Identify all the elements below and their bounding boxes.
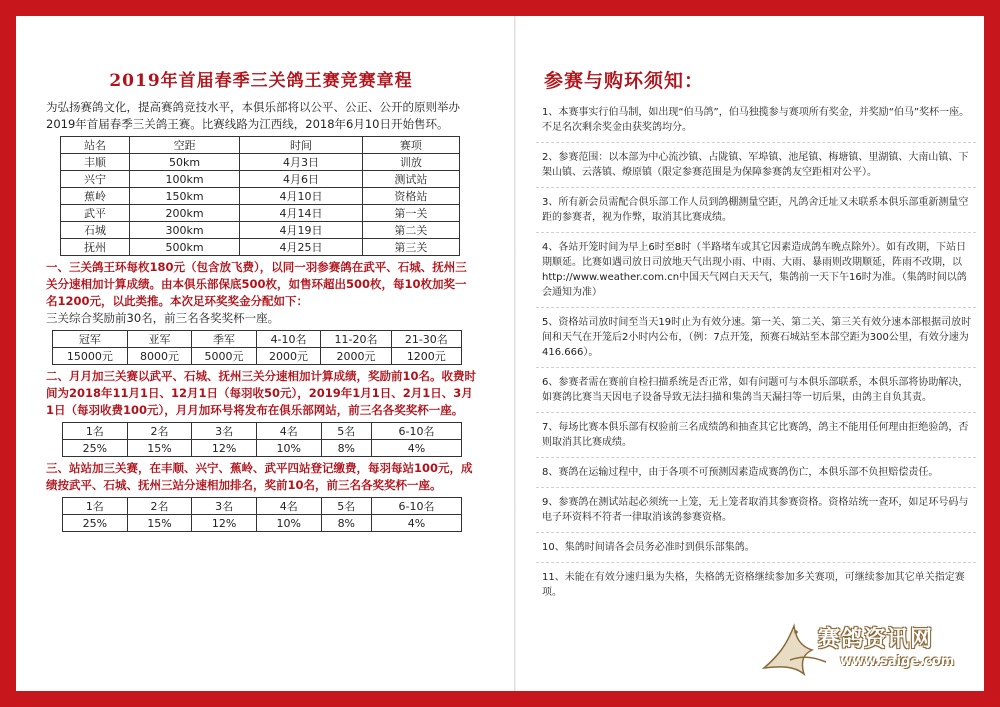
prize-value: 4% [372, 440, 462, 457]
section-one: 一、三关鸽王环每枚180元（包含放飞费），以同一羽参赛鸽在武平、石城、抚州三关分速相加计算成绩。由本俱乐部保底500枚，如售环超出500枚，每10枚加奖一名1200元，以此类推。本次足环奖奖金分配如下： [46, 260, 467, 308]
notice-page [536, 60, 976, 600]
prize-table-monthly [62, 422, 462, 457]
notice-item: 3、所有新会员需配合俱乐部工作人员到鸽棚测量空距，凡鸽舍迁址又未联系本俱乐部重新测量空距的参赛者，视为作弊，取消其比赛成绩。 [542, 197, 969, 223]
prize-value: 1200元 [391, 348, 461, 365]
schedule-header: 站名 [61, 137, 130, 154]
prize-value: 15000元 [53, 348, 128, 365]
schedule-cell: 50km [130, 154, 240, 171]
divider [536, 412, 976, 413]
prize-header: 11-20名 [321, 331, 391, 348]
rules-title: 2019年首届春季三关鸽王赛竞赛章程 [109, 71, 413, 91]
notice-item: 1、本赛事实行伯马制，如出现“伯马鸽”，伯马独揽参与赛项所有奖金，并奖励“伯马”奖杯一座。不足名次剩余奖金由获奖鸽均分。 [542, 107, 970, 133]
prize-header: 6-10名 [372, 498, 462, 515]
schedule-header: 赛项 [362, 137, 459, 154]
divider [536, 487, 976, 488]
prize-value: 8% [321, 440, 371, 457]
notice-item: 10、集鸽时间请各会员务必准时到俱乐部集鸽。 [542, 542, 755, 553]
watermark-url: www.saige.com [840, 654, 955, 669]
divider [536, 532, 976, 533]
schedule-cell: 武平 [61, 205, 130, 222]
table-row [61, 171, 460, 188]
schedule-cell: 第一关 [362, 205, 459, 222]
notice-item: 6、参赛者需在赛前自检扫描系统是否正常，如有问题可与本俱乐部联系，本俱乐部将协助解决，如赛鸽比赛当天因电子设备导致无法扫描和集鸽当天漏扫等一切后果，由鸽主自负其责。 [542, 377, 969, 403]
notice-item: 8、赛鸽在运输过程中，由于各项不可预测因素造成赛鸽伤亡，本俱乐部不负担赔偿责任。 [542, 467, 939, 478]
schedule-cell: 500km [130, 239, 240, 256]
prize-value: 5000元 [192, 348, 257, 365]
prize-value: 15% [127, 515, 192, 532]
site-watermark [760, 616, 970, 682]
table-row [63, 515, 462, 532]
prize-value: 8000元 [127, 348, 192, 365]
prize-header: 2名 [127, 423, 192, 440]
divider [536, 562, 976, 563]
divider [536, 187, 976, 188]
schedule-cell: 第三关 [362, 239, 459, 256]
prize-header: 4名 [256, 423, 321, 440]
prize-header: 亚军 [127, 331, 192, 348]
prize-header: 21-30名 [391, 331, 461, 348]
prize-value: 12% [192, 515, 257, 532]
brochure-sheet [16, 16, 984, 691]
table-row [63, 440, 462, 457]
prize-value: 25% [63, 515, 128, 532]
section-one-note: 三关综合奖励前30名，前三名各奖奖杯一座。 [46, 311, 280, 325]
section-two: 二、月月加三关赛以武平、石城、抚州三关分速相加计算成绩，奖励前10名。收费时间为2018年11月1日、12月1日（每羽收50元），2019年1月1日、2月1日、3月1日（每羽收费100元），月月加环号将发布在俱乐部网站，前三名各奖奖杯一座。 [46, 369, 476, 417]
schedule-cell: 测试站 [362, 171, 459, 188]
prize-table-main [52, 330, 462, 365]
schedule-cell: 蕉岭 [61, 188, 130, 205]
notice-item: 7、每场比赛本俱乐部有权验前三名成绩鸽和抽查其它比赛鸽，鸽主不能用任何理由拒绝验鸽，否则取消其比赛成绩。 [542, 422, 969, 448]
schedule-cell: 训放 [362, 154, 459, 171]
rules-page [46, 60, 476, 535]
table-row [61, 154, 460, 171]
prize-header: 2名 [127, 498, 192, 515]
schedule-cell: 石城 [61, 222, 130, 239]
notice-item: 9、参赛鸽在测试站起必须统一上笼，无上笼者取消其参赛资格。资格站统一查环，如足环号码与电子环资料不符者一律取消该鸽参赛资格。 [542, 497, 969, 523]
table-row [53, 348, 462, 365]
notice-item: 4、各站开笼时间为早上6时至8时（半路堵车或其它因素造成鸽车晚点除外）。如有改期，下站日期顺延。比赛如遇司放日司放地天气出现小雨、中雨、大雨、暴雨则改期顺延，阵雨不改期，以http://www.weather.com.cn中国天气网白天天气，集鸽前一天下午16时为准。（集鸽时间以鸽会通知为准） [542, 242, 967, 298]
section-three: 三、站站加三关赛，在丰顺、兴宁、蕉岭、武平四站登记缴费，每羽每站100元，成绩按武平、石城、抚州三站分速相加排名，奖前10名，前三名各奖奖杯一座。 [46, 461, 473, 492]
table-row [53, 331, 462, 348]
prize-value: 4% [372, 515, 462, 532]
prize-header: 5名 [321, 498, 371, 515]
prize-value: 25% [63, 440, 128, 457]
schedule-cell: 4月19日 [240, 222, 363, 239]
prize-header: 5名 [321, 423, 371, 440]
schedule-cell: 200km [130, 205, 240, 222]
rules-intro: 为弘扬赛鸽文化，提高赛鸽竞技水平，本俱乐部将以公平、公正、公开的原则举办2019年首届春季三关鸽王赛。比赛线路为江西线，2018年6月10日开始售环。 [46, 100, 460, 131]
prize-value: 12% [192, 440, 257, 457]
divider [536, 232, 976, 233]
schedule-cell: 300km [130, 222, 240, 239]
schedule-cell: 4月25日 [240, 239, 363, 256]
schedule-header: 空距 [130, 137, 240, 154]
schedule-cell: 资格站 [362, 188, 459, 205]
prize-value: 15% [127, 440, 192, 457]
prize-value: 2000元 [256, 348, 321, 365]
divider [536, 457, 976, 458]
prize-header: 3名 [192, 498, 257, 515]
prize-header: 4-10名 [256, 331, 321, 348]
schedule-cell: 4月6日 [240, 171, 363, 188]
schedule-table [60, 136, 460, 256]
schedule-cell: 4月3日 [240, 154, 363, 171]
prize-value: 10% [256, 515, 321, 532]
schedule-cell: 4月14日 [240, 205, 363, 222]
divider [536, 367, 976, 368]
notice-item: 11、未能在有效分速归巢为失格，失格鸽无资格继续参加多关赛项，可继续参加其它单关指定赛项。 [542, 572, 965, 598]
divider [536, 142, 976, 143]
table-row [61, 205, 460, 222]
prize-value: 8% [321, 515, 371, 532]
prize-header: 1名 [63, 423, 128, 440]
table-row [63, 423, 462, 440]
watermark-brand: 赛鸽资讯网 [818, 627, 934, 652]
notice-item: 5、资格站司放时间至当天19时止为有效分速。第一关、第二关、第三关有效分速本部根据司放时间和天气在开笼后2小时内公布，（例：7点开笼，预赛石城站至本部空距为300公里，有效分速为416.666）。 [542, 317, 972, 358]
schedule-header-row [61, 137, 460, 154]
prize-header: 4名 [256, 498, 321, 515]
schedule-cell: 第二关 [362, 222, 459, 239]
prize-value: 2000元 [321, 348, 391, 365]
schedule-cell: 100km [130, 171, 240, 188]
prize-header: 6-10名 [372, 423, 462, 440]
page-fold [514, 16, 516, 691]
prize-header: 3名 [192, 423, 257, 440]
prize-header: 1名 [63, 498, 128, 515]
prize-value: 10% [256, 440, 321, 457]
notice-title: 参赛与购环须知： [544, 70, 705, 92]
prize-header: 季军 [192, 331, 257, 348]
table-row [61, 239, 460, 256]
schedule-cell: 兴宁 [61, 171, 130, 188]
prize-table-station [62, 497, 462, 532]
divider [536, 307, 976, 308]
table-row [61, 222, 460, 239]
prize-header: 冠军 [53, 331, 128, 348]
schedule-cell: 丰顺 [61, 154, 130, 171]
table-row [63, 498, 462, 515]
schedule-cell: 150km [130, 188, 240, 205]
table-row [61, 188, 460, 205]
notice-item: 2、参赛范围：以本部为中心流沙镇、占陇镇、军埠镇、池尾镇、梅塘镇、里湖镇、大南山镇、下架山镇、云落镇、燎原镇（限定参赛范围是为保障参赛鸽友空距相对公平）。 [542, 152, 969, 178]
schedule-cell: 4月10日 [240, 188, 363, 205]
schedule-cell: 抚州 [61, 239, 130, 256]
schedule-header: 时间 [240, 137, 363, 154]
